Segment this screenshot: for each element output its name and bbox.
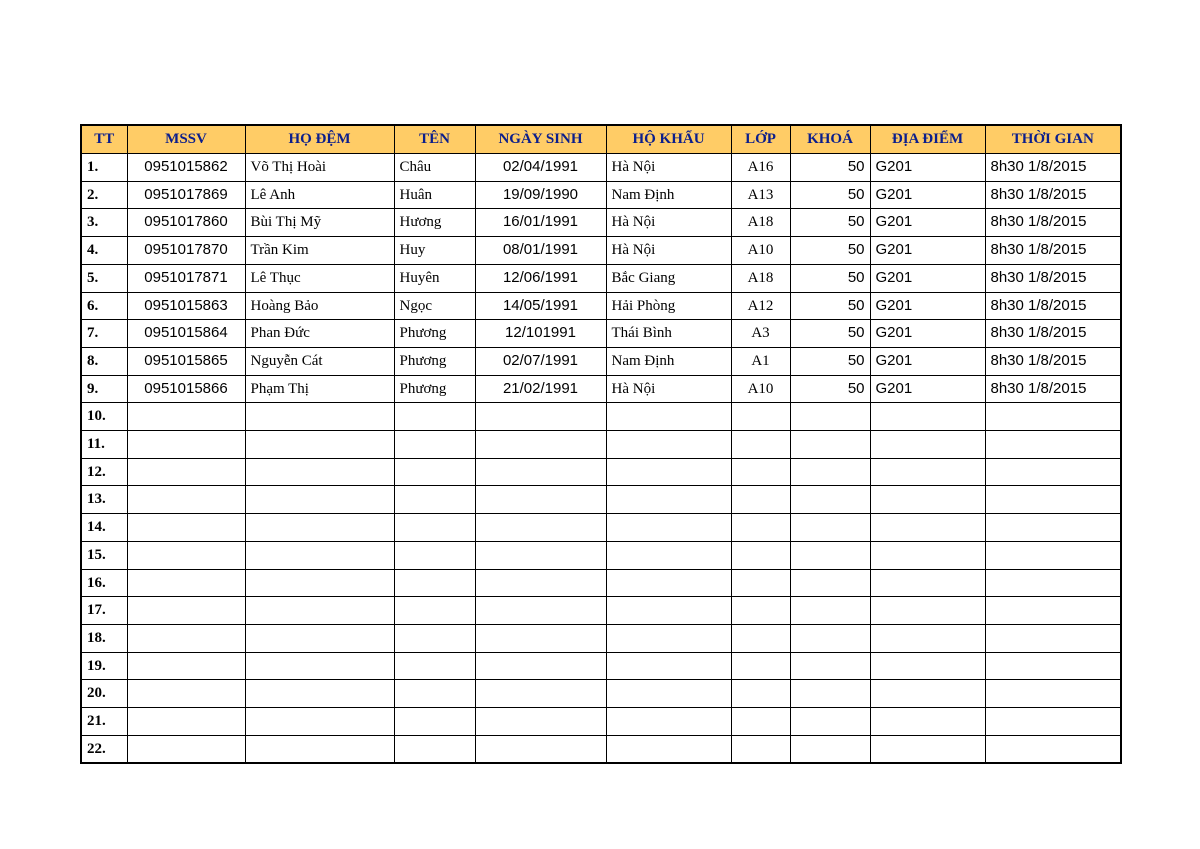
cell-dia-diem[interactable] — [870, 514, 985, 542]
cell-ho-dem[interactable]: Trần Kim — [245, 237, 394, 265]
cell-ten[interactable]: Huyên — [394, 264, 475, 292]
cell-ho-dem[interactable]: Lê Thục — [245, 264, 394, 292]
cell-thoi-gian[interactable] — [985, 431, 1121, 459]
cell-thoi-gian[interactable]: 8h30 1/8/2015 — [985, 154, 1121, 182]
cell-ho-dem[interactable] — [245, 514, 394, 542]
cell-ho-khau[interactable]: Hà Nội — [606, 154, 731, 182]
table-row — [81, 431, 1121, 459]
cell-mssv[interactable] — [127, 541, 245, 569]
cell-mssv[interactable] — [127, 431, 245, 459]
column-header-ho-dem: HỌ ĐỆM — [245, 125, 394, 154]
table-row — [81, 486, 1121, 514]
cell-lop[interactable]: A12 — [731, 292, 790, 320]
cell-dia-diem[interactable] — [870, 403, 985, 431]
cell-ten[interactable]: Phương — [394, 320, 475, 348]
cell-tt[interactable]: 18. — [81, 624, 127, 652]
cell-ho-khau[interactable]: Bắc Giang — [606, 264, 731, 292]
cell-dia-diem[interactable] — [870, 486, 985, 514]
cell-ho-dem[interactable] — [245, 486, 394, 514]
cell-ten[interactable] — [394, 541, 475, 569]
cell-ngay-sinh[interactable] — [475, 569, 606, 597]
cell-mssv[interactable] — [127, 514, 245, 542]
cell-ten[interactable] — [394, 680, 475, 708]
cell-dia-diem[interactable] — [870, 458, 985, 486]
cell-thoi-gian[interactable] — [985, 708, 1121, 736]
cell-tt[interactable]: 11. — [81, 431, 127, 459]
cell-ho-khau[interactable]: Hà Nội — [606, 237, 731, 265]
cell-ngay-sinh[interactable]: 14/05/1991 — [475, 292, 606, 320]
cell-ngay-sinh[interactable]: 12/101991 — [475, 320, 606, 348]
cell-ho-dem[interactable] — [245, 541, 394, 569]
cell-thoi-gian[interactable] — [985, 514, 1121, 542]
cell-mssv[interactable] — [127, 652, 245, 680]
cell-ten[interactable] — [394, 624, 475, 652]
cell-tt[interactable]: 8. — [81, 347, 127, 375]
cell-khoa[interactable]: 50 — [790, 264, 870, 292]
cell-ngay-sinh[interactable] — [475, 680, 606, 708]
cell-ho-dem[interactable] — [245, 458, 394, 486]
cell-ho-dem[interactable]: Võ Thị Hoài — [245, 154, 394, 182]
cell-lop[interactable] — [731, 403, 790, 431]
cell-ngay-sinh[interactable]: 02/07/1991 — [475, 347, 606, 375]
column-header-ten: TÊN — [394, 125, 475, 154]
cell-khoa[interactable] — [790, 652, 870, 680]
cell-lop[interactable] — [731, 708, 790, 736]
cell-thoi-gian[interactable] — [985, 458, 1121, 486]
student-list-table — [80, 124, 1122, 764]
cell-khoa[interactable]: 50 — [790, 347, 870, 375]
cell-ten[interactable]: Hương — [394, 209, 475, 237]
table-row — [81, 652, 1121, 680]
cell-ho-dem[interactable]: Hoàng Bảo — [245, 292, 394, 320]
table-body — [81, 154, 1121, 764]
cell-ngay-sinh[interactable] — [475, 708, 606, 736]
cell-ho-dem[interactable] — [245, 708, 394, 736]
cell-ho-dem[interactable] — [245, 597, 394, 625]
table-row — [81, 514, 1121, 542]
cell-ho-dem[interactable] — [245, 680, 394, 708]
cell-ngay-sinh[interactable] — [475, 403, 606, 431]
cell-lop[interactable] — [731, 514, 790, 542]
cell-ten[interactable] — [394, 486, 475, 514]
cell-tt[interactable]: 16. — [81, 569, 127, 597]
cell-thoi-gian[interactable]: 8h30 1/8/2015 — [985, 375, 1121, 403]
cell-ho-khau[interactable]: Nam Định — [606, 347, 731, 375]
cell-ho-khau[interactable] — [606, 431, 731, 459]
cell-lop[interactable]: A1 — [731, 347, 790, 375]
cell-khoa[interactable]: 50 — [790, 181, 870, 209]
cell-mssv[interactable] — [127, 680, 245, 708]
cell-lop[interactable] — [731, 652, 790, 680]
cell-ho-khau[interactable] — [606, 680, 731, 708]
cell-ngay-sinh[interactable]: 21/02/1991 — [475, 375, 606, 403]
table-row — [81, 347, 1121, 375]
cell-tt[interactable]: 15. — [81, 541, 127, 569]
cell-lop[interactable]: A10 — [731, 375, 790, 403]
cell-ten[interactable] — [394, 403, 475, 431]
cell-ten[interactable] — [394, 458, 475, 486]
cell-lop[interactable]: A18 — [731, 209, 790, 237]
table-row — [81, 264, 1121, 292]
cell-mssv[interactable] — [127, 403, 245, 431]
cell-ten[interactable]: Ngọc — [394, 292, 475, 320]
cell-thoi-gian[interactable] — [985, 569, 1121, 597]
cell-dia-diem[interactable]: G201 — [870, 181, 985, 209]
cell-lop[interactable] — [731, 680, 790, 708]
column-header-thoi-gian: THỜI GIAN — [985, 125, 1121, 154]
cell-khoa[interactable] — [790, 708, 870, 736]
cell-thoi-gian[interactable] — [985, 680, 1121, 708]
cell-mssv[interactable] — [127, 486, 245, 514]
cell-ngay-sinh[interactable] — [475, 652, 606, 680]
cell-dia-diem[interactable]: G201 — [870, 347, 985, 375]
cell-khoa[interactable]: 50 — [790, 209, 870, 237]
cell-tt[interactable]: 2. — [81, 181, 127, 209]
cell-khoa[interactable] — [790, 624, 870, 652]
cell-thoi-gian[interactable] — [985, 403, 1121, 431]
cell-khoa[interactable] — [790, 541, 870, 569]
cell-dia-diem[interactable]: G201 — [870, 237, 985, 265]
cell-khoa[interactable]: 50 — [790, 292, 870, 320]
cell-ngay-sinh[interactable] — [475, 486, 606, 514]
cell-mssv[interactable]: 0951017860 — [127, 209, 245, 237]
cell-lop[interactable] — [731, 597, 790, 625]
cell-dia-diem[interactable] — [870, 541, 985, 569]
cell-ngay-sinh[interactable]: 08/01/1991 — [475, 237, 606, 265]
table-row — [81, 209, 1121, 237]
table-row — [81, 181, 1121, 209]
cell-thoi-gian[interactable]: 8h30 1/8/2015 — [985, 347, 1121, 375]
cell-tt[interactable]: 7. — [81, 320, 127, 348]
cell-lop[interactable] — [731, 735, 790, 763]
cell-lop[interactable]: A3 — [731, 320, 790, 348]
cell-dia-diem[interactable]: G201 — [870, 375, 985, 403]
cell-mssv[interactable] — [127, 624, 245, 652]
cell-mssv[interactable] — [127, 569, 245, 597]
cell-ho-khau[interactable] — [606, 514, 731, 542]
cell-thoi-gian[interactable]: 8h30 1/8/2015 — [985, 209, 1121, 237]
cell-ten[interactable] — [394, 431, 475, 459]
cell-lop[interactable]: A10 — [731, 237, 790, 265]
cell-dia-diem[interactable] — [870, 680, 985, 708]
cell-tt[interactable]: 5. — [81, 264, 127, 292]
table-row — [81, 624, 1121, 652]
cell-khoa[interactable]: 50 — [790, 154, 870, 182]
cell-tt[interactable]: 12. — [81, 458, 127, 486]
cell-mssv[interactable] — [127, 735, 245, 763]
table-row — [81, 458, 1121, 486]
cell-tt[interactable]: 20. — [81, 680, 127, 708]
cell-ho-khau[interactable] — [606, 541, 731, 569]
table-row — [81, 708, 1121, 736]
header-row — [81, 125, 1121, 154]
cell-lop[interactable] — [731, 624, 790, 652]
cell-khoa[interactable] — [790, 431, 870, 459]
cell-ho-khau[interactable] — [606, 652, 731, 680]
cell-thoi-gian[interactable]: 8h30 1/8/2015 — [985, 320, 1121, 348]
cell-tt[interactable]: 9. — [81, 375, 127, 403]
cell-ngay-sinh[interactable]: 02/04/1991 — [475, 154, 606, 182]
cell-ten[interactable] — [394, 652, 475, 680]
cell-thoi-gian[interactable] — [985, 624, 1121, 652]
cell-ten[interactable] — [394, 735, 475, 763]
cell-khoa[interactable] — [790, 680, 870, 708]
cell-lop[interactable] — [731, 541, 790, 569]
cell-ho-khau[interactable] — [606, 624, 731, 652]
column-header-lop: LỚP — [731, 125, 790, 154]
cell-ho-dem[interactable] — [245, 569, 394, 597]
cell-thoi-gian[interactable]: 8h30 1/8/2015 — [985, 264, 1121, 292]
cell-dia-diem[interactable] — [870, 597, 985, 625]
column-header-dia-diem: ĐỊA ĐIỂM — [870, 125, 985, 154]
cell-ho-khau[interactable]: Hà Nội — [606, 209, 731, 237]
cell-dia-diem[interactable] — [870, 569, 985, 597]
cell-mssv[interactable] — [127, 708, 245, 736]
table-row — [81, 154, 1121, 182]
cell-tt[interactable]: 19. — [81, 652, 127, 680]
cell-tt[interactable]: 13. — [81, 486, 127, 514]
table-row — [81, 735, 1121, 763]
cell-ngay-sinh[interactable] — [475, 597, 606, 625]
table-row — [81, 541, 1121, 569]
cell-dia-diem[interactable] — [870, 431, 985, 459]
cell-thoi-gian[interactable]: 8h30 1/8/2015 — [985, 181, 1121, 209]
cell-lop[interactable]: A13 — [731, 181, 790, 209]
cell-dia-diem[interactable] — [870, 624, 985, 652]
table-row — [81, 237, 1121, 265]
cell-lop[interactable]: A18 — [731, 264, 790, 292]
cell-khoa[interactable] — [790, 486, 870, 514]
cell-ho-khau[interactable] — [606, 708, 731, 736]
cell-ho-dem[interactable]: Lê Anh — [245, 181, 394, 209]
cell-ngay-sinh[interactable]: 12/06/1991 — [475, 264, 606, 292]
cell-mssv[interactable]: 0951017870 — [127, 237, 245, 265]
cell-mssv[interactable]: 0951015863 — [127, 292, 245, 320]
cell-khoa[interactable] — [790, 735, 870, 763]
cell-ho-khau[interactable]: Hải Phòng — [606, 292, 731, 320]
cell-dia-diem[interactable]: G201 — [870, 264, 985, 292]
cell-ten[interactable]: Phương — [394, 347, 475, 375]
cell-thoi-gian[interactable]: 8h30 1/8/2015 — [985, 292, 1121, 320]
cell-dia-diem[interactable]: G201 — [870, 154, 985, 182]
cell-khoa[interactable] — [790, 458, 870, 486]
cell-mssv[interactable]: 0951015862 — [127, 154, 245, 182]
table-row — [81, 292, 1121, 320]
cell-khoa[interactable]: 50 — [790, 320, 870, 348]
cell-ho-dem[interactable] — [245, 652, 394, 680]
cell-tt[interactable]: 4. — [81, 237, 127, 265]
cell-ho-dem[interactable]: Bùi Thị Mỹ — [245, 209, 394, 237]
cell-lop[interactable]: A16 — [731, 154, 790, 182]
cell-tt[interactable]: 6. — [81, 292, 127, 320]
cell-ho-khau[interactable] — [606, 486, 731, 514]
cell-ho-khau[interactable]: Thái Bình — [606, 320, 731, 348]
column-header-tt: TT — [81, 125, 127, 154]
cell-mssv[interactable]: 0951015866 — [127, 375, 245, 403]
cell-khoa[interactable] — [790, 569, 870, 597]
cell-mssv[interactable] — [127, 597, 245, 625]
cell-ten[interactable]: Châu — [394, 154, 475, 182]
table-row — [81, 320, 1121, 348]
cell-lop[interactable] — [731, 569, 790, 597]
cell-ho-dem[interactable] — [245, 735, 394, 763]
cell-ho-dem[interactable] — [245, 624, 394, 652]
cell-tt[interactable]: 22. — [81, 735, 127, 763]
cell-dia-diem[interactable]: G201 — [870, 292, 985, 320]
cell-ten[interactable] — [394, 597, 475, 625]
cell-mssv[interactable]: 0951015864 — [127, 320, 245, 348]
column-header-ho-khau: HỘ KHẨU — [606, 125, 731, 154]
cell-ho-khau[interactable] — [606, 458, 731, 486]
cell-tt[interactable]: 21. — [81, 708, 127, 736]
cell-ngay-sinh[interactable] — [475, 624, 606, 652]
cell-khoa[interactable] — [790, 597, 870, 625]
cell-thoi-gian[interactable] — [985, 597, 1121, 625]
column-header-ngay-sinh: NGÀY SINH — [475, 125, 606, 154]
cell-ngay-sinh[interactable]: 16/01/1991 — [475, 209, 606, 237]
cell-dia-diem[interactable] — [870, 708, 985, 736]
cell-ten[interactable]: Huân — [394, 181, 475, 209]
cell-ho-dem[interactable] — [245, 431, 394, 459]
column-header-mssv: MSSV — [127, 125, 245, 154]
cell-ho-dem[interactable] — [245, 403, 394, 431]
cell-tt[interactable]: 1. — [81, 154, 127, 182]
cell-ten[interactable] — [394, 569, 475, 597]
cell-khoa[interactable] — [790, 514, 870, 542]
cell-dia-diem[interactable] — [870, 652, 985, 680]
cell-mssv[interactable]: 0951017869 — [127, 181, 245, 209]
cell-tt[interactable]: 3. — [81, 209, 127, 237]
cell-ho-khau[interactable] — [606, 735, 731, 763]
cell-thoi-gian[interactable] — [985, 735, 1121, 763]
cell-ngay-sinh[interactable] — [475, 541, 606, 569]
table-row — [81, 680, 1121, 708]
cell-ho-khau[interactable]: Hà Nội — [606, 375, 731, 403]
table-row — [81, 375, 1121, 403]
cell-thoi-gian[interactable] — [985, 541, 1121, 569]
cell-ten[interactable] — [394, 514, 475, 542]
cell-ten[interactable] — [394, 708, 475, 736]
cell-ho-khau[interactable] — [606, 403, 731, 431]
cell-tt[interactable]: 14. — [81, 514, 127, 542]
cell-khoa[interactable]: 50 — [790, 237, 870, 265]
table-row — [81, 403, 1121, 431]
table-row — [81, 597, 1121, 625]
cell-dia-diem[interactable]: G201 — [870, 209, 985, 237]
cell-khoa[interactable]: 50 — [790, 375, 870, 403]
cell-ho-dem[interactable]: Phan Đức — [245, 320, 394, 348]
cell-thoi-gian[interactable] — [985, 652, 1121, 680]
cell-ngay-sinh[interactable]: 19/09/1990 — [475, 181, 606, 209]
cell-mssv[interactable]: 0951015865 — [127, 347, 245, 375]
cell-mssv[interactable]: 0951017871 — [127, 264, 245, 292]
cell-ho-khau[interactable] — [606, 569, 731, 597]
cell-tt[interactable]: 17. — [81, 597, 127, 625]
cell-ngay-sinh[interactable] — [475, 458, 606, 486]
cell-ho-khau[interactable]: Nam Định — [606, 181, 731, 209]
cell-ngay-sinh[interactable] — [475, 514, 606, 542]
cell-ten[interactable]: Phương — [394, 375, 475, 403]
cell-ngay-sinh[interactable] — [475, 735, 606, 763]
cell-ho-dem[interactable]: Nguyễn Cát — [245, 347, 394, 375]
cell-ho-dem[interactable]: Phạm Thị — [245, 375, 394, 403]
cell-thoi-gian[interactable] — [985, 486, 1121, 514]
cell-ho-khau[interactable] — [606, 597, 731, 625]
cell-dia-diem[interactable] — [870, 735, 985, 763]
cell-thoi-gian[interactable]: 8h30 1/8/2015 — [985, 237, 1121, 265]
cell-ten[interactable]: Huy — [394, 237, 475, 265]
cell-lop[interactable] — [731, 486, 790, 514]
table-row — [81, 569, 1121, 597]
cell-ngay-sinh[interactable] — [475, 431, 606, 459]
cell-khoa[interactable] — [790, 403, 870, 431]
column-header-khoa: KHOÁ — [790, 125, 870, 154]
cell-lop[interactable] — [731, 458, 790, 486]
cell-lop[interactable] — [731, 431, 790, 459]
cell-dia-diem[interactable]: G201 — [870, 320, 985, 348]
cell-tt[interactable]: 10. — [81, 403, 127, 431]
cell-mssv[interactable] — [127, 458, 245, 486]
